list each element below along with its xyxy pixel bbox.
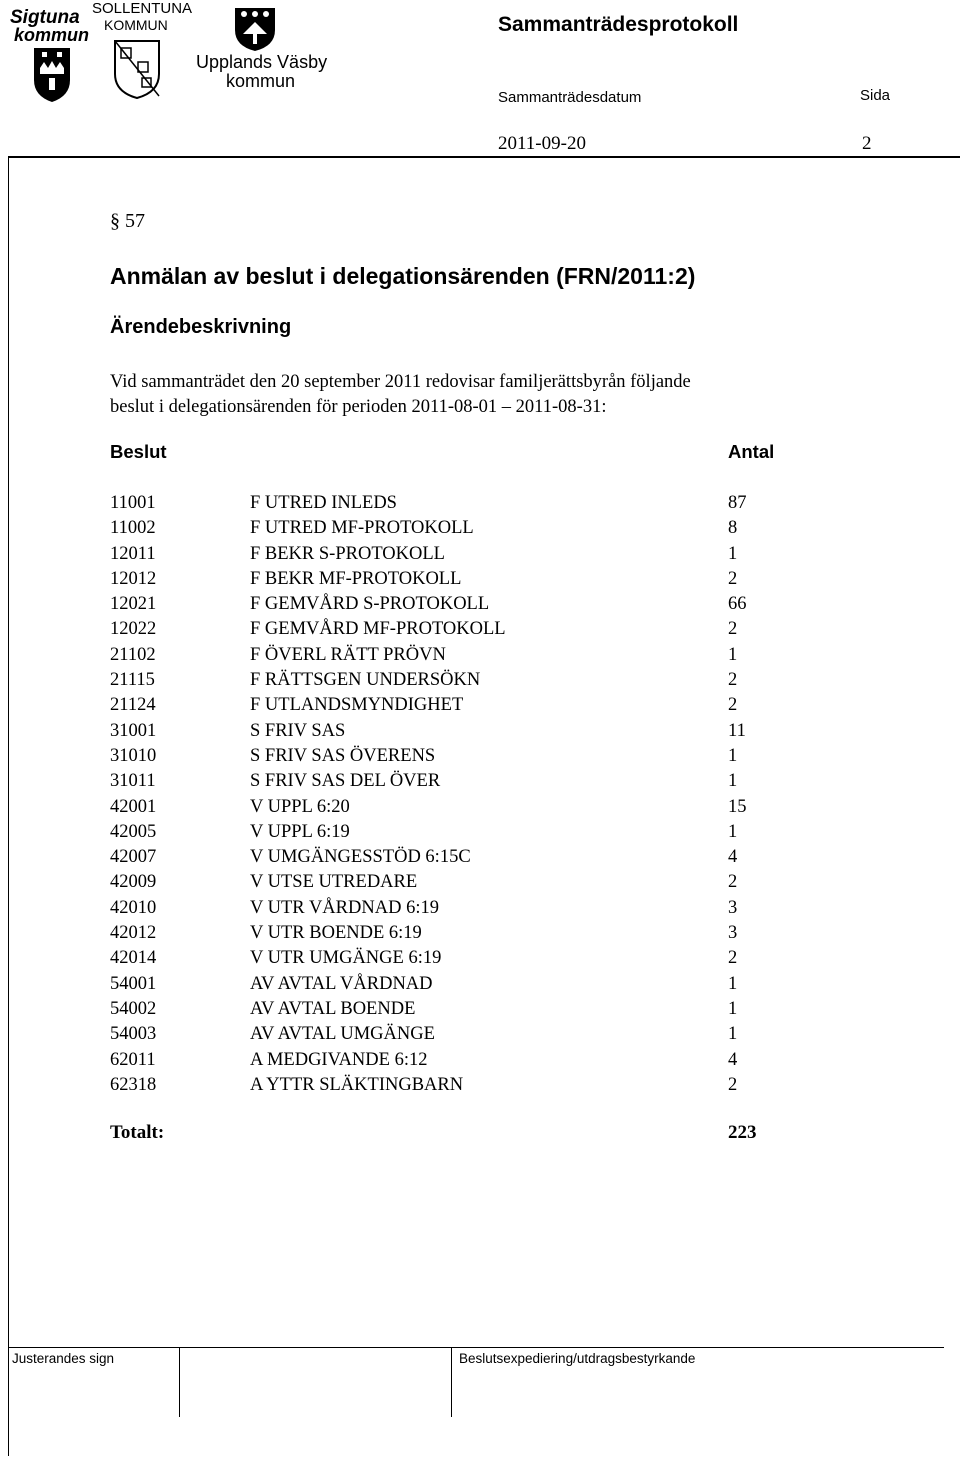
table-row: [110, 1022, 810, 1047]
table-row: [110, 921, 810, 946]
row-description: F BEKR S-PROTOKOLL: [250, 543, 445, 564]
row-count: 1: [728, 771, 738, 792]
row-count: 1: [728, 821, 738, 842]
row-count: 2: [728, 1074, 738, 1095]
table-row: [110, 668, 810, 693]
row-code: 42005: [110, 821, 157, 842]
upplands-vasby-logo-name: Upplands Väsby: [196, 52, 328, 72]
row-description: AV AVTAL UMGÄNGE: [250, 1024, 435, 1045]
row-count: 1: [728, 745, 738, 766]
row-description: AV AVTAL BOENDE: [250, 998, 416, 1019]
row-description: S FRIV SAS: [250, 720, 346, 741]
row-count: 2: [728, 619, 738, 640]
sigtuna-logo: [10, 6, 90, 102]
table-row: [110, 820, 810, 845]
row-code: 42007: [110, 847, 157, 868]
row-description: S FRIV SAS DEL ÖVER: [250, 771, 441, 792]
sollentuna-logo-name: SOLLENTUNA: [92, 0, 193, 17]
table-row: [110, 693, 810, 718]
row-count: 3: [728, 897, 738, 918]
footer-column-divider-1: [179, 1347, 180, 1417]
table-row: [110, 592, 810, 617]
row-count: 2: [728, 948, 738, 969]
total-value: 223: [728, 1122, 757, 1143]
row-code: 12022: [110, 619, 157, 640]
table-row: [110, 542, 810, 567]
row-code: 31011: [110, 771, 156, 792]
header-divider: [8, 156, 960, 158]
row-code: 21102: [110, 644, 156, 665]
table-row: [110, 617, 810, 642]
row-count: 15: [728, 796, 747, 817]
table-row: [110, 567, 810, 592]
table-row: [110, 719, 810, 744]
row-description: A YTTR SLÄKTINGBARN: [250, 1074, 464, 1095]
footer-divider: [8, 1347, 944, 1348]
row-description: V UTR VÅRDNAD 6:19: [250, 897, 439, 918]
row-count: 1: [728, 644, 738, 665]
row-description: V UTR BOENDE 6:19: [250, 923, 422, 944]
meeting-date-label: Sammanträdesdatum: [498, 89, 642, 106]
row-count: 2: [728, 670, 738, 691]
row-code: 31001: [110, 720, 157, 741]
row-count: 4: [728, 847, 738, 868]
sigtuna-logo-kommun: kommun: [14, 25, 90, 45]
row-count: 87: [728, 493, 747, 513]
sigtuna-crest-icon: [32, 46, 72, 104]
row-code: 21124: [110, 695, 156, 716]
row-count: 4: [728, 1049, 738, 1070]
row-description: V UTSE UTREDARE: [250, 872, 418, 893]
row-count: 3: [728, 923, 738, 944]
row-code: 42014: [110, 948, 157, 969]
row-code: 21115: [110, 670, 155, 691]
decision-table: [110, 491, 810, 1098]
table-row: [110, 1048, 810, 1073]
row-count: 2: [728, 695, 738, 716]
intro-line: Vid sammanträdet den 20 september 2011 redovisar familjerättsbyrån följande: [110, 372, 691, 392]
sollentuna-crest-icon: [112, 38, 162, 100]
row-description: F UTRED MF-PROTOKOLL: [250, 518, 474, 539]
row-count: 1: [728, 998, 738, 1019]
row-code: 42009: [110, 872, 157, 893]
table-row: [110, 1073, 810, 1098]
intro-line: beslut i delegationsärenden för perioden 2011-08-01 – 2011-08-31:: [110, 397, 607, 417]
column-header-beslut: Beslut: [110, 441, 167, 462]
table-row: [110, 643, 810, 668]
footer-expedition-label: Beslutsexpediering/utdragsbestyrkande: [459, 1351, 696, 1366]
table-row: [110, 491, 810, 516]
row-code: 42010: [110, 897, 157, 918]
sollentuna-logo: [90, 0, 193, 104]
table-row: [110, 896, 810, 921]
row-description: F UTLANDSMYNDIGHET: [250, 695, 464, 716]
row-description: F GEMVÅRD S-PROTOKOLL: [250, 594, 490, 615]
row-description: AV AVTAL VÅRDNAD: [250, 973, 433, 994]
row-code: 62318: [110, 1074, 157, 1095]
table-row: [110, 972, 810, 997]
section-number: § 57: [110, 210, 145, 232]
left-margin-line: [8, 156, 9, 1456]
row-code: 54003: [110, 1024, 157, 1045]
row-code: 12021: [110, 594, 157, 615]
row-code: 12012: [110, 568, 157, 589]
row-code: 54001: [110, 973, 157, 994]
meeting-date: 2011-09-20: [498, 133, 586, 154]
footer-column-divider-2: [451, 1347, 452, 1417]
section-heading: Anmälan av beslut i delegationsärenden (FRN/2011:2): [110, 263, 696, 289]
column-header-antal: Antal: [728, 441, 775, 462]
upplands-vasby-logo: [190, 6, 330, 102]
total-label: Totalt:: [110, 1122, 165, 1143]
row-count: 1: [728, 543, 738, 564]
section-subheading: Ärendebeskrivning: [110, 316, 292, 338]
table-row: [110, 744, 810, 769]
row-code: 42012: [110, 923, 157, 944]
row-count: 66: [728, 594, 747, 615]
row-code: 62011: [110, 1049, 156, 1070]
row-count: 8: [728, 518, 738, 539]
page-number-label: Sida: [860, 87, 891, 104]
table-row: [110, 946, 810, 971]
row-description: A MEDGIVANDE 6:12: [250, 1049, 428, 1070]
sollentuna-logo-kommun: KOMMUN: [104, 17, 168, 33]
table-row: [110, 769, 810, 794]
upplands-vasby-crest-icon: [233, 6, 277, 52]
row-description: F UTRED INLEDS: [250, 493, 397, 513]
row-count: 11: [728, 720, 746, 741]
row-description: F BEKR MF-PROTOKOLL: [250, 568, 462, 589]
row-count: 2: [728, 872, 738, 893]
row-code: 12011: [110, 543, 156, 564]
document-title: Sammanträdesprotokoll: [498, 13, 739, 36]
row-description: F RÄTTSGEN UNDERSÖKN: [250, 670, 481, 691]
table-row: [110, 845, 810, 870]
upplands-vasby-logo-kommun: kommun: [226, 71, 296, 91]
row-code: 31010: [110, 745, 157, 766]
row-count: 1: [728, 1024, 738, 1045]
table-row: [110, 795, 810, 820]
row-description: V UTR UMGÄNGE 6:19: [250, 948, 442, 969]
row-description: V UPPL 6:19: [250, 821, 350, 842]
row-description: F ÖVERL RÄTT PRÖVN: [250, 644, 446, 665]
table-row: [110, 870, 810, 895]
row-description: S FRIV SAS ÖVERENS: [250, 745, 436, 766]
table-row: [110, 516, 810, 541]
row-code: 54002: [110, 998, 157, 1019]
row-description: F GEMVÅRD MF-PROTOKOLL: [250, 619, 506, 640]
page-number: 2: [862, 133, 872, 154]
intro-paragraph: [110, 370, 870, 420]
row-code: 11002: [110, 518, 156, 539]
row-count: 1: [728, 973, 738, 994]
sigtuna-logo-name: Sigtuna: [10, 7, 80, 28]
table-row: [110, 997, 810, 1022]
row-description: V UPPL 6:20: [250, 796, 350, 817]
footer-sign-label: Justerandes sign: [12, 1351, 115, 1366]
row-code: 42001: [110, 796, 157, 817]
row-count: 2: [728, 568, 738, 589]
row-description: V UMGÄNGESSTÖD 6:15C: [250, 847, 471, 868]
row-code: 11001: [110, 493, 156, 513]
